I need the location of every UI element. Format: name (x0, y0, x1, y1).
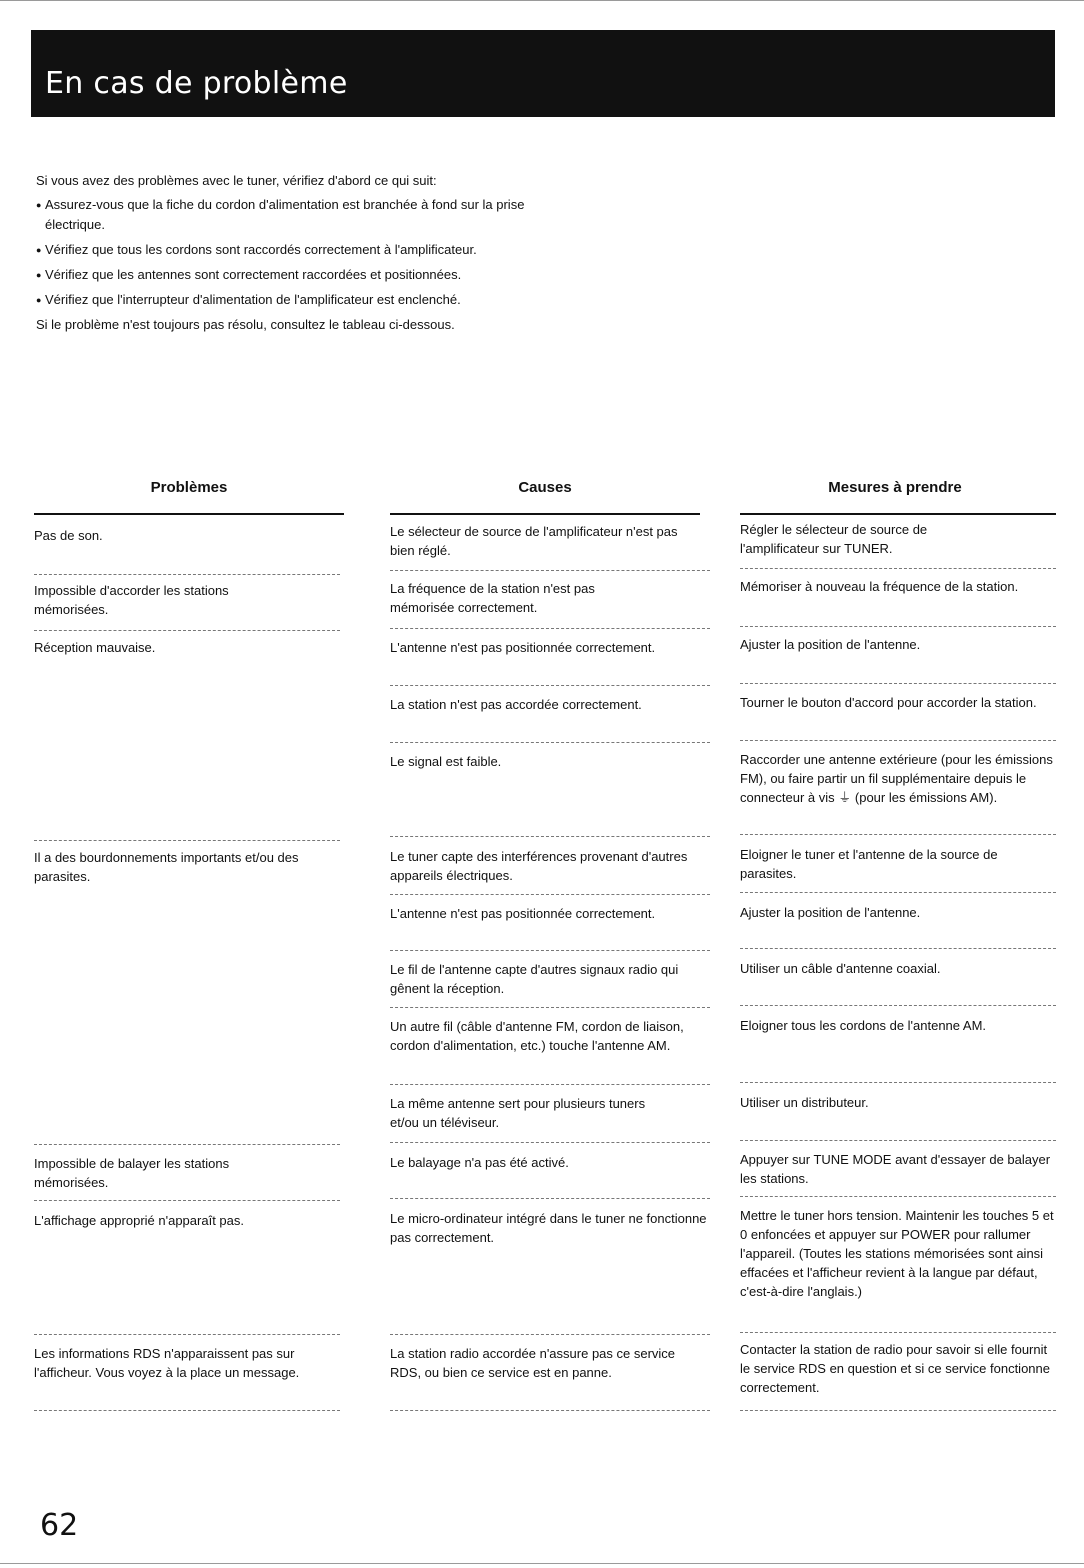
bullet-icon: ● (36, 245, 42, 255)
bullet-icon: ● (36, 270, 42, 280)
intro-lead: Si vous avez des problèmes avec le tuner, vérifiez d'abord ce qui suit: (36, 173, 437, 188)
row-separator (390, 685, 710, 686)
row-separator (390, 742, 710, 743)
row-separator (740, 740, 1056, 741)
cause-cell: L'antenne n'est pas positionnée correctement. (390, 640, 656, 655)
header-measures: Mesures à prendre (828, 479, 962, 496)
cause-cell: Un autre fil (câble d'antenne FM, cordon de liaison, cordon d'alimentation, etc.) touche l'antenne AM. (390, 1019, 684, 1053)
row-separator (390, 570, 710, 571)
row-separator (740, 1410, 1056, 1411)
cause-cell: La station n'est pas accordée correctement. (390, 697, 642, 712)
row-separator (34, 1334, 340, 1335)
row-separator (34, 840, 340, 841)
cause-cell: Le balayage n'a pas été activé. (390, 1155, 569, 1170)
row-separator (740, 834, 1056, 835)
cause-cell: L'antenne n'est pas positionnée correctement. (390, 906, 656, 921)
header-rule (390, 513, 700, 515)
row-separator (740, 1196, 1056, 1197)
measure-cell: Raccorder une antenne extérieure (pour les émissions FM), ou faire partir un fil supplémentaire depuis le connecteur à vis ⏚ (pour les émissions AM). (740, 752, 1053, 805)
measure-cell: Tourner le bouton d'accord pour accorder la station. (740, 695, 1037, 710)
row-separator (390, 894, 710, 895)
problem-cell: Pas de son. (34, 528, 103, 543)
bottom-rule (0, 1563, 1084, 1564)
problem-cell: Les informations RDS n'apparaissent pas sur l'afficheur. Vous voyez à la place un message. (34, 1346, 300, 1380)
intro-outro: Si le problème n'est toujours pas résolu, consultez le tableau ci-dessous. (36, 317, 455, 332)
problem-cell: Impossible de balayer les stations mémorisées. (34, 1156, 230, 1190)
problem-cell: L'affichage approprié n'apparaît pas. (34, 1213, 244, 1228)
row-separator (390, 1410, 710, 1411)
check-item: ● Vérifiez que tous les cordons sont raccordés correctement à l'amplificateur. (36, 240, 485, 260)
row-separator (390, 1142, 710, 1143)
row-separator (390, 628, 710, 629)
row-separator (740, 568, 1056, 569)
cause-cell: La même antenne sert pour plusieurs tuners et/ou un téléviseur. (390, 1096, 646, 1130)
cause-cell: La station radio accordée n'assure pas ce service RDS, ou bien ce service est en panne. (390, 1346, 676, 1380)
row-separator (740, 1332, 1056, 1333)
row-separator (390, 1334, 710, 1335)
row-separator (740, 1082, 1056, 1083)
problem-cell: Il a des bourdonnements importants et/ou des parasites. (34, 850, 299, 884)
problem-cell: Impossible d'accorder les stations mémorisées. (34, 583, 229, 617)
page-title: En cas de problème (45, 66, 348, 101)
measure-cell: Utiliser un distributeur. (740, 1095, 869, 1110)
header-rule (740, 513, 1056, 515)
cause-cell: Le tuner capte des interférences provenant d'autres appareils électriques. (390, 849, 688, 883)
intro-section (36, 171, 536, 339)
measure-cell: Eloigner tous les cordons de l'antenne AM. (740, 1018, 987, 1033)
cause-cell: Le fil de l'antenne capte d'autres signaux radio qui gênent la réception. (390, 962, 679, 996)
row-separator (740, 1005, 1056, 1006)
check-item: ● Vérifiez que l'interrupteur d'alimentation de l'amplificateur est enclenché. (36, 290, 505, 310)
bullet-icon: ● (36, 295, 42, 305)
check-item: ● Assurez-vous que la fiche du cordon d'alimentation est branchée à fond sur la prise électrique. (36, 197, 525, 232)
row-separator (34, 1200, 340, 1201)
row-separator (740, 626, 1056, 627)
page-number: 62 (40, 1508, 79, 1543)
row-separator (390, 836, 710, 837)
measure-cell: Eloigner le tuner et l'antenne de la source de parasites. (740, 847, 998, 881)
row-separator (740, 683, 1056, 684)
header-problems: Problèmes (150, 479, 228, 496)
title-banner (31, 30, 1055, 117)
row-separator (34, 574, 340, 575)
measure-cell: Contacter la station de radio pour savoir si elle fournit le service RDS en question et si ce service fonctionne correctement. (740, 1342, 1050, 1395)
cause-cell: La fréquence de la station n'est pas mémorisée correctement. (390, 581, 595, 615)
check-item: ● Vérifiez que les antennes sont correctement raccordées et positionnées. (36, 265, 485, 285)
problem-cell: Réception mauvaise. (34, 640, 156, 655)
measure-cell: Utiliser un câble d'antenne coaxial. (740, 961, 941, 976)
bullet-icon: ● (36, 200, 42, 210)
measure-cell: Ajuster la position de l'antenne. (740, 637, 921, 652)
measure-cell: Mettre le tuner hors tension. Maintenir les touches 5 et 0 enfoncées et appuyer sur POWER pour rallumer l'appareil. (Toutes les stations mémorisées sont ainsi effacées et l'afficheur revient à la langue par défaut, c'est-à-dire l'anglais.) (740, 1208, 1054, 1299)
header-rule (34, 513, 344, 515)
cause-cell: Le sélecteur de source de l'amplificateur n'est pas bien réglé. (390, 524, 678, 558)
cause-cell: Le signal est faible. (390, 754, 502, 769)
row-separator (390, 1084, 710, 1085)
row-separator (740, 892, 1056, 893)
check-list (36, 195, 536, 310)
measure-cell: Appuyer sur TUNE MODE avant d'essayer de balayer les stations. (740, 1152, 1051, 1186)
measure-cell: Mémoriser à nouveau la fréquence de la station. (740, 579, 1019, 594)
row-separator (34, 1410, 340, 1411)
header-causes: Causes (518, 479, 572, 496)
row-separator (740, 1140, 1056, 1141)
row-separator (34, 1144, 340, 1145)
row-separator (740, 948, 1056, 949)
row-separator (390, 1198, 710, 1199)
top-rule (0, 0, 1084, 1)
measure-cell: Régler le sélecteur de source de l'amplificateur sur TUNER. (740, 522, 928, 556)
measure-cell: Ajuster la position de l'antenne. (740, 905, 921, 920)
cause-cell: Le micro-ordinateur intégré dans le tuner ne fonctionne pas correctement. (390, 1211, 707, 1245)
row-separator (390, 950, 710, 951)
row-separator (34, 630, 340, 631)
row-separator (390, 1007, 710, 1008)
